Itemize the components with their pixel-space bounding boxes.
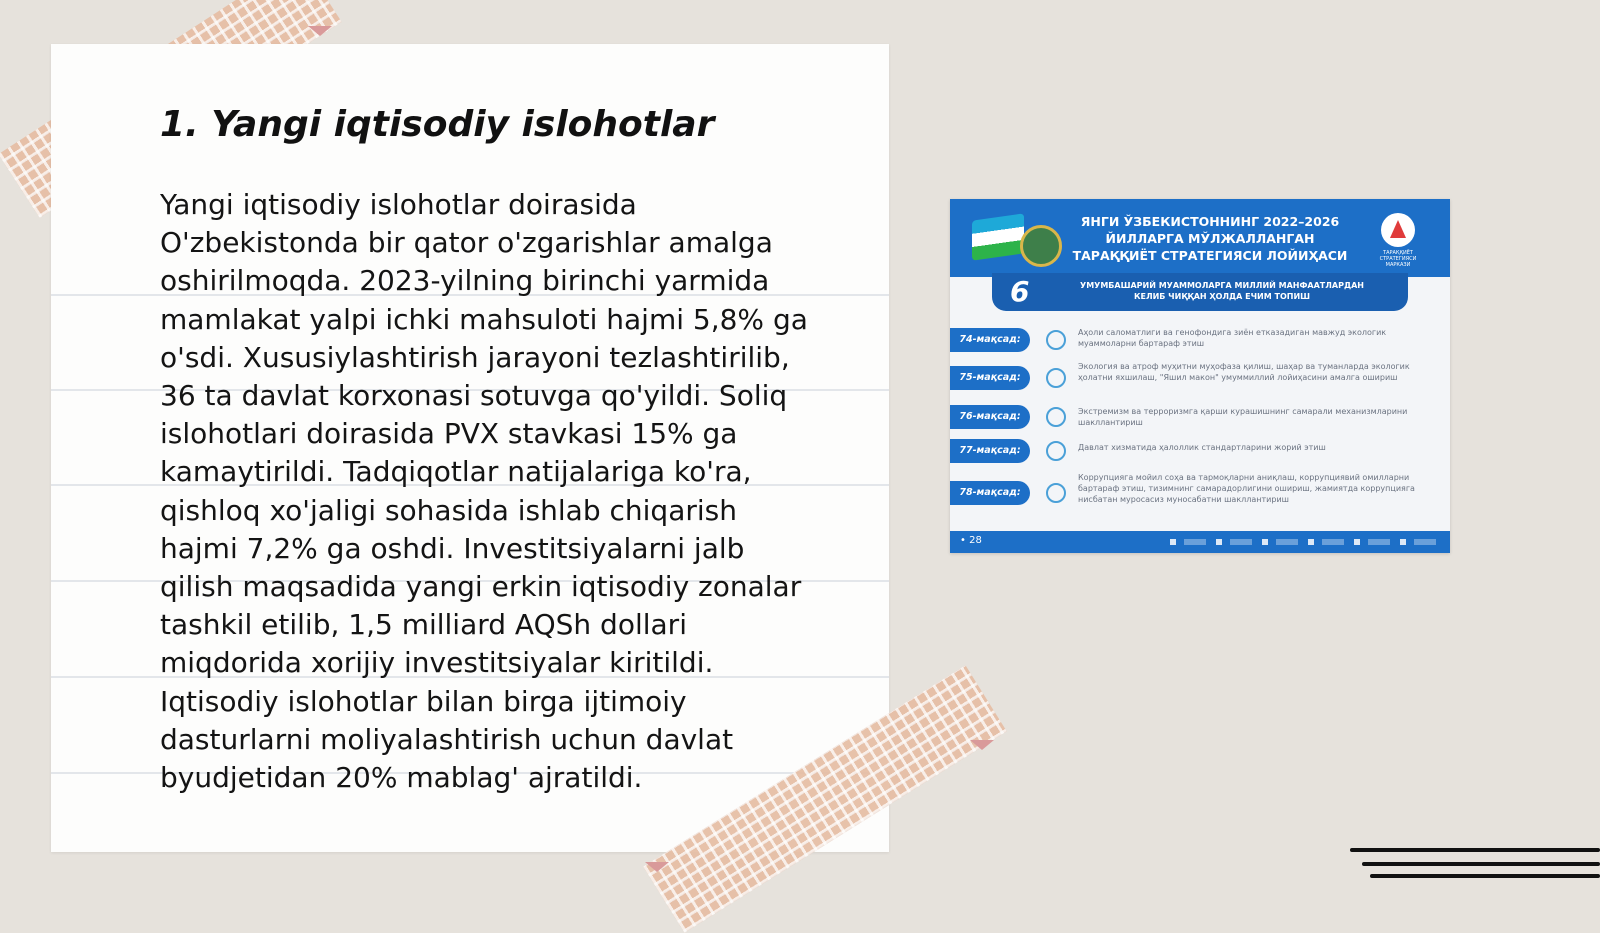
poster-page-number: • 28 [960,535,982,546]
goal-row [950,473,1450,512]
goal-text: Аҳоли саломатлиги ва генофондига зиён етказадиган мавжуд экологик муаммоларни бартараф этиш [1078,328,1387,348]
section-title: УМУМБАШАРИЙ МУАММОЛАРГА МИЛЛИЙ МАНФААТЛАРДАН КЕЛИБ ЧИҚҚАН ҲОЛДА ЕЧИМ ТОПИШ [1080,281,1364,301]
tape-tip-top [308,26,332,36]
search-icon [1046,483,1066,503]
goal-tag: 76-мақсад: [950,405,1030,429]
brush-stroke [1362,862,1600,866]
strategy-poster-image [950,199,1450,553]
brush-stroke [1350,848,1600,852]
logo-icon [1381,213,1415,247]
brush-strokes-decoration [1350,848,1600,888]
goal-tag: 77-мақсад: [950,439,1030,463]
goal-row [950,434,1450,470]
slide-body-text: Yangi iqtisodiy islohotlar doirasida O'zbekistonda bir qator o'zgarishlar amalga oshirilmoqda. 2023-yilning birinchi yarmida mamlakat yalpi ichki mahsuloti hajmi 5,8% ga o'sdi. Xususiylashtirish jarayoni tezlashtirilib, 36 ta davlat korxonasi sotuvga qo'yildi. Soliq islohotlari doirasida PVX stavkasi 15% ga kamaytirildi. Tadqiqotlar natijalariga ko'ra, qishloq xo'jaligi sohasida ishlab chiqarish hajmi 7,2% ga oshdi. Investitsiyalarni jalb qilish maqsadida yangi erkin iqtisodiy zonalar tashkil etilib, 1,5 milliard AQSh dollari miqdorida xorijiy investitsiyalar kiritildi. Iqtisodiy islohotlar bilan birga ijtimoiy dasturlarni moliyalashtirish uchun davlat byudjetidan 20% mablag' ajratildi. [160,188,808,795]
section-number: 6 [1010,275,1030,308]
goal-text: Экология ва атроф муҳитни муҳофаза қилиш, шаҳар ва туманларда экологик ҳолатни яхшилаш, "Яшил макон" умуммиллий лойиҳасини амалга ошириш [1078,362,1410,382]
logo-caption: ТАРАҚҚИЁТ СТРАТЕГИЯСИ МАРКАЗИ [1379,250,1417,268]
strategy-center-logo [1368,213,1428,268]
poster-footer [950,531,1450,553]
goal-tag: 74-мақсад: [950,328,1030,352]
emblem-icon [1020,225,1062,267]
tape-tip-bottom-left [645,862,669,872]
goal-text: Давлат хизматида ҳалоллик стандартларини жорий этиш [1078,443,1326,452]
slide-title: 1. Yangi iqtisodiy islohotlar [160,104,715,145]
tape-tip-bottom [970,740,994,750]
social-icons [1170,539,1440,545]
goal-row [950,323,1450,359]
goal-text: Коррупцияга мойил соҳа ва тармоқларни аниқлаш, коррупциявий омилларни бартараф этиш, тизимнинг самарадорлигини ошириш, жамиятда коррупцияга нисбатан муросасиз муносабатни шакллантириш [1078,473,1415,504]
shield-icon [1046,407,1066,427]
goal-row [950,361,1450,397]
poster-section-band [992,273,1408,311]
badge-icon [1046,441,1066,461]
goal-row [950,400,1450,436]
flag-icon [972,213,1024,260]
goal-text: Экстремизм ва терроризмга қарши курашишнинг самарали механизмларини шакллантириш [1078,407,1408,427]
hand-leaf-icon [1046,368,1066,388]
eco-icon [1046,330,1066,350]
poster-title: ЯНГИ ЎЗБЕКИСТОННИНГ 2022–2026 ЙИЛЛАРГА МЎЛЖАЛЛАНГАН ТАРАҚҚИЁТ СТРАТЕГИЯСИ ЛОЙИҲАСИ [1072,214,1348,263]
brush-stroke [1370,874,1600,878]
poster-header [950,199,1450,277]
goal-tag: 75-мақсад: [950,366,1030,390]
goal-tag: 78-мақсад: [950,481,1030,505]
